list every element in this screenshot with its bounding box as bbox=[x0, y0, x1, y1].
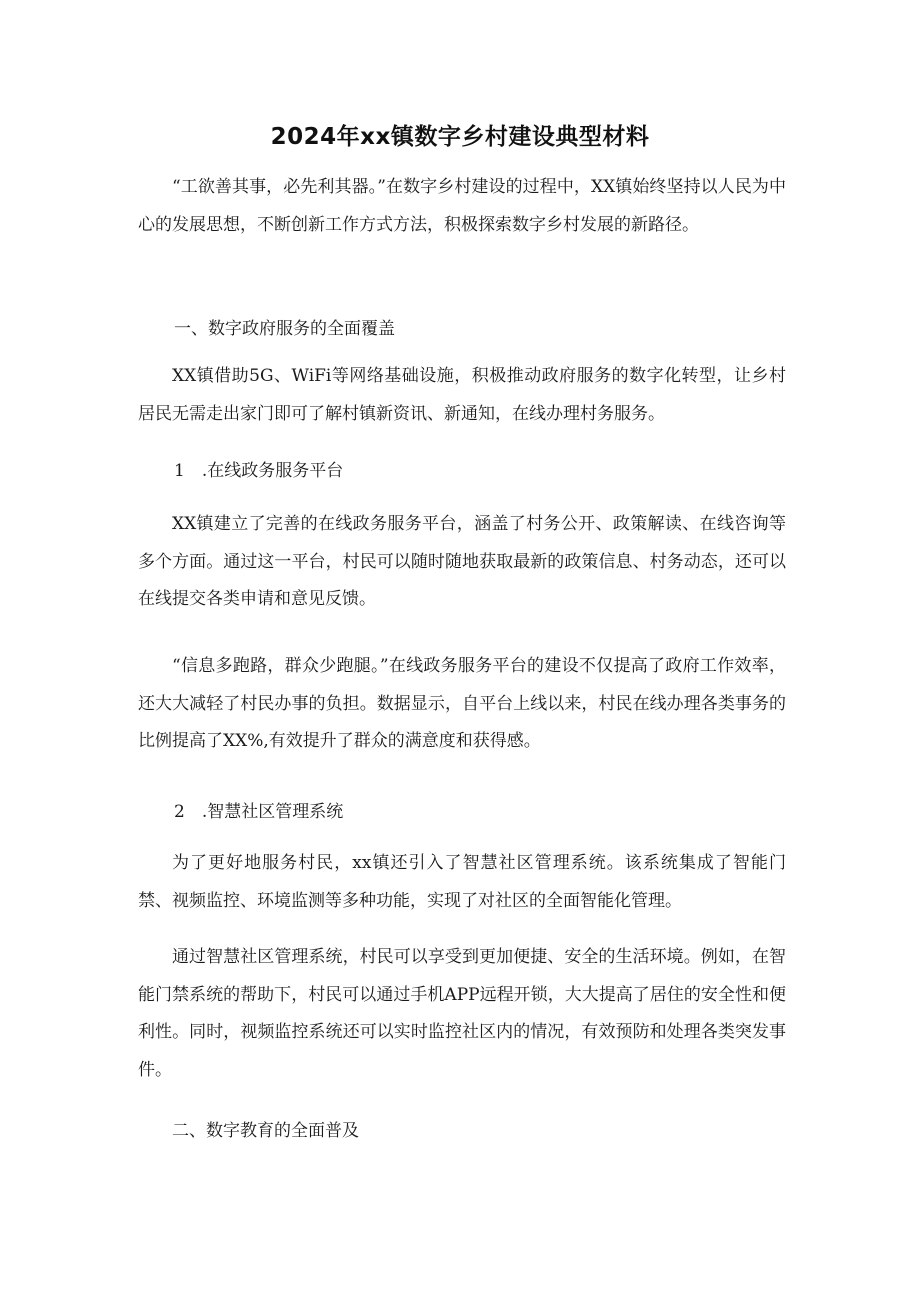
subsection-heading-1: 1 .在线政务服务平台 bbox=[174, 461, 344, 481]
subsection-heading-2: 2 .智慧社区管理系统 bbox=[174, 802, 344, 822]
section-1-paragraph: XX镇借助5G、WiFi等网络基础设施，积极推动政府服务的数字化转型，让乡村居民无需走出家门即可了解村镇新资讯、新通知，在线办理村务服务。 bbox=[138, 366, 786, 424]
community-paragraph-2: 通过智慧社区管理系统，村民可以享受到更加便捷、安全的生活环境。例如，在智能门禁系统的帮助下，村民可以通过手机APP远程开锁，大大提高了居住的安全性和便利性。同时，视频监控系统还可以实时监控社区内的情况，有效预防和处理各类突发事件。 bbox=[138, 947, 786, 1080]
intro-paragraph: “工欲善其事，必先利其器。”在数字乡村建设的过程中，XX镇始终坚持以人民为中心的发展思想，不断创新工作方式方法，积极探索数字乡村发展的新路径。 bbox=[138, 177, 786, 235]
section-heading-1: 一、数字政府服务的全面覆盖 bbox=[174, 319, 395, 339]
document-title: 2024年xx镇数字乡村建设典型材料 bbox=[270, 124, 650, 150]
community-paragraph-1: 为了更好地服务村民，xx镇还引入了智慧社区管理系统。该系统集成了智能门禁、视频监控、环境监测等多种功能，实现了对社区的全面智能化管理。 bbox=[138, 853, 786, 911]
platform-paragraph-1: XX镇建立了完善的在线政务服务平台，涵盖了村务公开、政策解读、在线咨询等多个方面。通过这一平台，村民可以随时随地获取最新的政策信息、村务动态，还可以在线提交各类申请和意见反馈。 bbox=[138, 514, 786, 609]
section-heading-2: 二、数字教育的全面普及 bbox=[172, 1121, 359, 1141]
platform-paragraph-2: “信息多跑路，群众少跑腿。”在线政务服务平台的建设不仅提高了政府工作效率，还大大减轻了村民办事的负担。数据显示，自平台上线以来，村民在线办理各类事务的比例提高了XX%,有效提升了群众的满意度和获得感。 bbox=[138, 656, 786, 751]
